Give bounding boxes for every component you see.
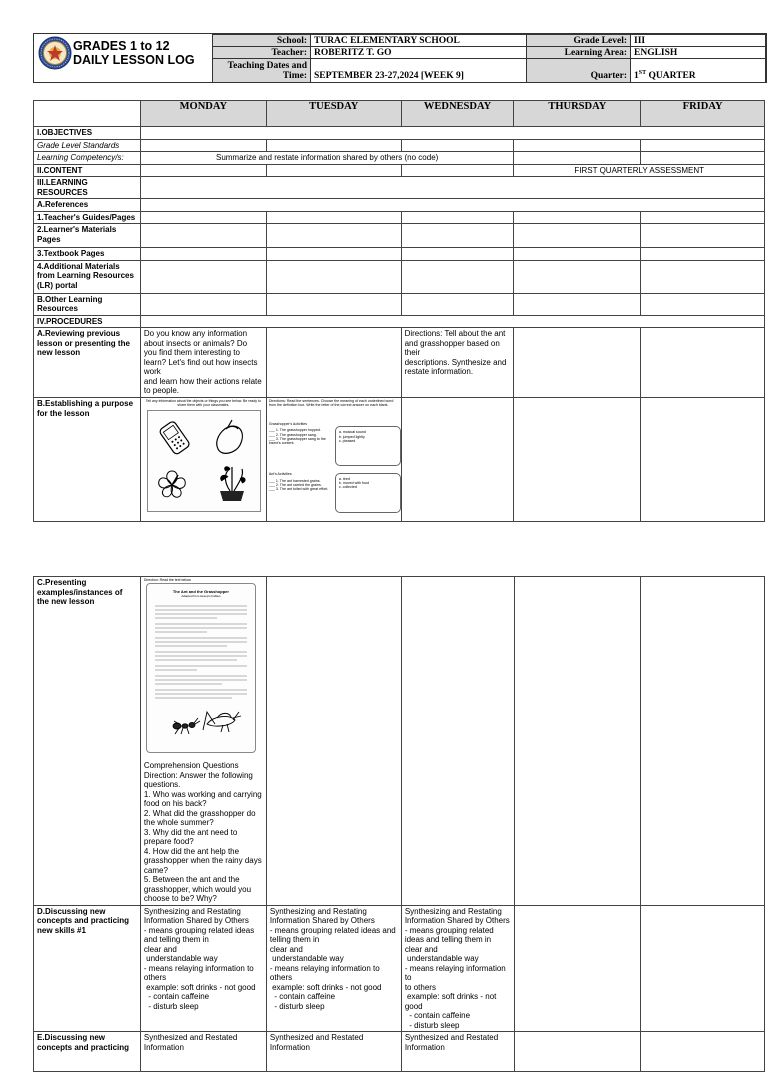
syn-line: - contain caffeine: [269, 992, 336, 1001]
review-tuesday: [266, 328, 401, 398]
discussing1-label-line-1: D.Discussing new: [37, 906, 106, 916]
comp-line: 3. Why did the ant need to: [143, 827, 238, 837]
syn-line: others: [269, 973, 293, 982]
definition-box-2: [335, 473, 401, 513]
purpose-tue-group2: Ant's Activities: [268, 472, 292, 477]
grid-cell: [140, 260, 266, 293]
syn-line: - means grouping related: [404, 925, 494, 935]
comp-line: prepare food?: [143, 837, 194, 846]
table-row: [34, 164, 765, 177]
grid-cell: [401, 293, 514, 315]
am-label-line-3: (LR) portal: [37, 280, 78, 290]
reviewing-label-line-3: new lesson: [37, 348, 81, 357]
purpose-tue-sentence: ___ 1. The ant harvested grains.: [268, 478, 321, 483]
purpose-tue-g2-sentences: [269, 479, 333, 492]
discussing2-wednesday: [401, 1032, 514, 1072]
table-row: [34, 328, 765, 398]
grid-cell: [266, 164, 401, 177]
grid-cell: [401, 211, 514, 224]
header-logo-cell: [34, 34, 213, 82]
review-wednesday: [401, 328, 514, 398]
discussing2-label-line-1: E.Discussing new: [37, 1033, 106, 1042]
grid-cell: [266, 248, 401, 261]
presenting-monday: [140, 577, 266, 906]
header-info: [212, 34, 766, 82]
review-thursday: [514, 328, 641, 398]
review-mon-line: learn? Let's find out how insects: [143, 357, 258, 367]
dll-title: [73, 39, 195, 67]
grid-cell: [266, 139, 401, 152]
resources-cell: [140, 177, 764, 199]
objectives-label: I.OBJECTIVES: [34, 127, 141, 140]
discussing1-label: [34, 905, 141, 1032]
discussing2-monday: [140, 1032, 266, 1072]
review-mon-line: and learn how their actions relate: [143, 376, 262, 386]
restated-line: Synthesized and Restated: [269, 1033, 364, 1042]
purpose-label-line-1: B.Establishing a purpose: [37, 399, 134, 408]
comp-line: food on his back?: [143, 799, 207, 808]
comp-line: the whole summer?: [143, 818, 214, 827]
table-row: [34, 139, 765, 152]
discussing1-label-line-2: concepts and practicing: [37, 916, 130, 925]
am-label: [34, 260, 141, 293]
competency-text: Summarize and restate information shared by others (no code): [140, 152, 514, 165]
discussing2-thursday: [514, 1032, 641, 1072]
quarter-sup: ST: [638, 69, 647, 76]
story-title: The Ant and the Grasshopper: [172, 589, 229, 594]
syn-line: example: soft drinks - not: [404, 992, 497, 1001]
review-wed-line: restate information.: [404, 367, 474, 376]
deped-seal-icon: [38, 36, 72, 70]
table-row: [34, 177, 765, 199]
lm-label: [34, 224, 141, 248]
table-row: [34, 224, 765, 248]
purpose-tue-group1-block: [269, 426, 399, 464]
definition-b: b. jumped lightly: [338, 434, 365, 439]
syn-line: telling them in: [269, 935, 320, 944]
review-wed-line: and grasshopper based on: [404, 338, 500, 348]
discussing1-friday: [641, 905, 765, 1032]
comp-line: 5. Between the ant and the: [143, 875, 240, 884]
resources-label: III.LEARNING RESOURCES: [34, 177, 141, 199]
lesson-grid-page-1: [33, 100, 765, 522]
syn-line: - means relaying information to: [269, 963, 380, 973]
reviewing-label: [34, 328, 141, 398]
presenting-label-line-3: the new lesson: [37, 597, 95, 606]
grid-cell: [140, 293, 266, 315]
quarter-value: [631, 59, 766, 83]
presenting-friday: [641, 577, 765, 906]
grid-cell: [266, 260, 401, 293]
syn-line: Synthesizing and Restating: [404, 906, 502, 916]
grid-cell: [266, 224, 401, 248]
table-row: [34, 1032, 765, 1072]
grid-cell: [641, 293, 765, 315]
reviewing-label-line-1: A.Reviewing previous: [37, 329, 121, 338]
syn-line: Synthesizing and Restating: [143, 906, 241, 916]
am-label-line-2: from Learning Resources: [37, 271, 134, 280]
comp-line: choose to be? Why?: [143, 894, 217, 903]
purpose-tue-sentence: ___ 2. The ant carried the grains.: [268, 483, 322, 488]
competency-label: Learning Competency/s:: [34, 152, 141, 165]
review-mon-line: to people.: [143, 386, 180, 395]
quarter-rest: QUARTER: [646, 71, 696, 81]
story-subtitle: Adapted from Aesop's Fables: [181, 594, 221, 598]
lm-label-line-2: Pages: [37, 234, 61, 244]
review-friday: [641, 328, 765, 398]
restated-line: Information: [404, 1042, 445, 1052]
dates-label-line-1: Teaching Dates and: [227, 60, 307, 71]
discussing1-wednesday: [401, 905, 514, 1032]
review-wed-line: their: [404, 348, 421, 357]
syn-line: clear and: [143, 944, 177, 954]
syn-line: - disturb sleep: [269, 1001, 325, 1011]
day-monday: MONDAY: [140, 101, 266, 127]
story-picture: [146, 583, 256, 753]
day-wednesday: WEDNESDAY: [401, 101, 514, 127]
purpose-tue-g1-sentences: [269, 428, 333, 446]
table-row: [34, 905, 765, 1032]
syn-line: ideas and telling them in: [404, 935, 492, 944]
syn-line: example: soft drinks - not good: [269, 982, 382, 992]
syn-line: Information Shared by Others: [143, 916, 249, 925]
syn-line: others: [143, 973, 167, 982]
purpose-label: [34, 398, 141, 522]
content-label: II.CONTENT: [34, 164, 141, 177]
header-block: [33, 33, 767, 83]
purpose-tue-sentence: ___ 3. The ant toiled with great effort.: [268, 487, 329, 492]
day-tuesday: TUESDAY: [266, 101, 401, 127]
olr-label-line-2: Resources: [37, 304, 78, 313]
grid-cell: [514, 293, 641, 315]
discussing1-tuesday: [266, 905, 401, 1032]
discussing2-label-line-2: concepts and practicing: [37, 1042, 130, 1052]
grid-cell: [266, 211, 401, 224]
syn-line: to others: [404, 982, 436, 992]
area-value: ENGLISH: [631, 47, 766, 59]
syn-line: - contain caffeine: [404, 1011, 471, 1020]
table-row: [34, 293, 765, 315]
grid-cell: [401, 139, 514, 152]
comp-line: grasshopper, which would you: [143, 884, 252, 894]
syn-line: - means relaying information to: [143, 963, 254, 973]
definition-c: c. pleased: [338, 439, 356, 444]
syn-line: clear and: [404, 944, 438, 954]
references-cell: [140, 199, 764, 212]
syn-line: understandable way: [269, 954, 344, 963]
review-mon-line: you find them interesting to: [143, 348, 240, 357]
syn-line: - disturb sleep: [404, 1020, 460, 1030]
definition-a: a. musical sound: [338, 430, 366, 435]
grid-cell: [140, 139, 266, 152]
syn-line: Information Shared by Others: [404, 916, 510, 925]
grid-cell: [140, 211, 266, 224]
review-wed-line: Directions: Tell about the ant: [404, 329, 506, 338]
comp-title: Comprehension Questions: [143, 761, 239, 770]
syn-line: - means grouping related ideas and: [269, 925, 396, 935]
purpose-tue-sentence: ___ 2. The grasshopper sang.: [268, 432, 317, 437]
purpose-mon-caption: Tell any information about the objects or things you see below. Be ready to share them with your classmates.: [145, 399, 261, 407]
purpose-tue-sentence: ___ 3. The grasshopper sang to the insect's content.: [268, 437, 326, 446]
discussing2-tuesday: [266, 1032, 401, 1072]
syn-line: understandable way: [404, 954, 479, 963]
purpose-tue-group1: Grasshopper's Activities: [268, 421, 308, 426]
purpose-tue-directions: Directions: Read the sentences. Choose the meaning of each underlined word from the definition box. Write the letter of the correct answer on each blank.: [268, 399, 394, 408]
purpose-wednesday: [401, 398, 514, 522]
references-label: A.References: [34, 199, 141, 212]
discussing1-thursday: [514, 905, 641, 1032]
grid-cell: [514, 224, 641, 248]
lesson-grid-page-2: [33, 576, 765, 1072]
definition-box-1: [335, 426, 401, 466]
comp-line: questions.: [143, 780, 181, 789]
grid-cell: [401, 248, 514, 261]
grid-cell: [140, 224, 266, 248]
table-row: [34, 127, 765, 140]
olr-label-line-1: B.Other Learning: [37, 294, 103, 304]
procedures-label: IV.PROCEDURES: [34, 315, 141, 328]
grid-cell: [514, 211, 641, 224]
purpose-tue-sentence: ___ 1. The grasshopper hopped.: [268, 428, 321, 433]
purpose-friday: [641, 398, 765, 522]
restated-line: Information: [143, 1042, 184, 1052]
day-header-row: [34, 101, 765, 127]
table-row: [34, 152, 765, 165]
discussing2-friday: [641, 1032, 765, 1072]
presenting-tuesday: [266, 577, 401, 906]
presenting-label-line-2: examples/instances of: [37, 587, 123, 597]
review-monday: [140, 328, 266, 398]
tg-label: 1.Teacher's Guides/Pages: [34, 211, 141, 224]
purpose-tuesday: [266, 398, 401, 522]
dates-label: [213, 59, 311, 83]
story-directions: Direction: Read the text below.: [143, 578, 192, 582]
syn-line: example: soft drinks - not good: [143, 982, 256, 992]
syn-line: - disturb sleep: [143, 1001, 199, 1011]
presenting-label: [34, 577, 141, 906]
comp-line: 4. How did the ant help the: [143, 846, 240, 856]
objects-drawing-icon: [148, 411, 260, 511]
discussing1-monday: [140, 905, 266, 1032]
teacher-label: Teacher:: [213, 47, 311, 59]
grid-cell: [140, 164, 266, 177]
discussing1-label-line-3: new skills #1: [37, 925, 86, 935]
assessment-text: FIRST QUARTERLY ASSESSMENT: [514, 164, 765, 177]
story-text-lines-icon: [147, 602, 255, 752]
discussing2-label: [34, 1032, 141, 1072]
school-value: TURAC ELEMENTARY SCHOOL: [311, 35, 527, 47]
area-label: Learning Area:: [527, 47, 631, 59]
grade-label: Grade Level:: [527, 35, 631, 47]
grid-cell: [266, 293, 401, 315]
objectives-cell: [140, 127, 764, 140]
syn-line: and telling them in: [143, 935, 209, 944]
corner-cell: [34, 101, 141, 127]
am-label-line-1: 4.Additional Materials: [37, 261, 120, 271]
definition-c: c. collected: [338, 485, 357, 490]
syn-line: - means grouping related ideas: [143, 925, 255, 935]
grid-cell: [401, 260, 514, 293]
lm-label-line-1: 2.Learner's Materials: [37, 225, 117, 234]
teacher-value: ROBERITZ T. GO: [311, 47, 527, 59]
table-row: [34, 199, 765, 212]
syn-line: - contain caffeine: [143, 992, 210, 1001]
grid-cell: [514, 260, 641, 293]
grid-cell: [401, 164, 514, 177]
presenting-label-line-1: C.Presenting: [37, 578, 87, 587]
table-row: [34, 398, 765, 522]
purpose-thursday: [514, 398, 641, 522]
grid-cell: [641, 260, 765, 293]
definition-b: b. moved with food: [338, 481, 370, 486]
objects-picture: [147, 410, 261, 512]
grid-cell: [641, 152, 765, 165]
presenting-wednesday: [401, 577, 514, 906]
comp-line: Direction: Answer the following: [143, 770, 253, 780]
grade-value: III: [631, 35, 766, 47]
purpose-monday: [140, 398, 266, 522]
dates-value: SEPTEMBER 23-27,2024 [WEEK 9]: [311, 59, 527, 83]
presenting-thursday: [514, 577, 641, 906]
dates-label-line-2: Time:: [282, 70, 307, 81]
grid-cell: [641, 211, 765, 224]
syn-line: understandable way: [143, 954, 218, 963]
grid-cell: [641, 139, 765, 152]
table-row: [34, 260, 765, 293]
review-mon-line: Do you know any information: [143, 329, 248, 338]
school-label: School:: [213, 35, 311, 47]
restated-line: Synthesized and Restated: [404, 1033, 499, 1042]
review-mon-line: work: [143, 367, 161, 376]
day-friday: FRIDAY: [641, 101, 765, 127]
restated-line: Information: [269, 1042, 310, 1052]
day-thursday: THURSDAY: [514, 101, 641, 127]
syn-line: clear and: [269, 944, 303, 954]
quarter-num: 1: [634, 71, 639, 81]
title-line-1: GRADES 1 to 12: [73, 39, 170, 53]
procedures-cell: [140, 315, 764, 328]
purpose-tue-group2-block: [269, 477, 399, 513]
grid-cell: [514, 248, 641, 261]
comp-line: came?: [143, 865, 168, 875]
comp-line: 2. What did the grasshopper do: [143, 808, 256, 818]
table-row: [34, 211, 765, 224]
comp-line: grasshopper when the rainy days: [143, 856, 262, 865]
grid-cell: [514, 152, 641, 165]
table-row: [34, 577, 765, 906]
grid-cell: [401, 224, 514, 248]
restated-line: Synthesized and Restated: [143, 1033, 238, 1042]
quarter-label: Quarter:: [527, 59, 631, 83]
review-mon-line: about insects or animals? Do: [143, 338, 248, 348]
olr-label: [34, 293, 141, 315]
grid-cell: [641, 224, 765, 248]
grid-cell: [140, 248, 266, 261]
definition-a: a. tired: [338, 476, 350, 481]
comp-line: 1. Who was working and carrying: [143, 789, 262, 799]
standards-label: Grade Level Standards: [34, 139, 141, 152]
grid-cell: [514, 139, 641, 152]
title-line-2: DAILY LESSON LOG: [73, 53, 195, 67]
grid-cell: [641, 248, 765, 261]
syn-line: good: [404, 1001, 423, 1011]
syn-line: Synthesizing and Restating: [269, 906, 367, 916]
tb-label: 3.Textbook Pages: [34, 248, 141, 261]
table-row: [34, 315, 765, 328]
reviewing-label-line-2: lesson or presenting the: [37, 338, 130, 348]
purpose-label-line-2: for the lesson: [37, 408, 90, 418]
review-wed-line: descriptions. Synthesize and: [404, 357, 507, 367]
syn-line: - means relaying information to: [404, 963, 506, 982]
table-row: [34, 248, 765, 261]
syn-line: Information Shared by Others: [269, 916, 375, 925]
